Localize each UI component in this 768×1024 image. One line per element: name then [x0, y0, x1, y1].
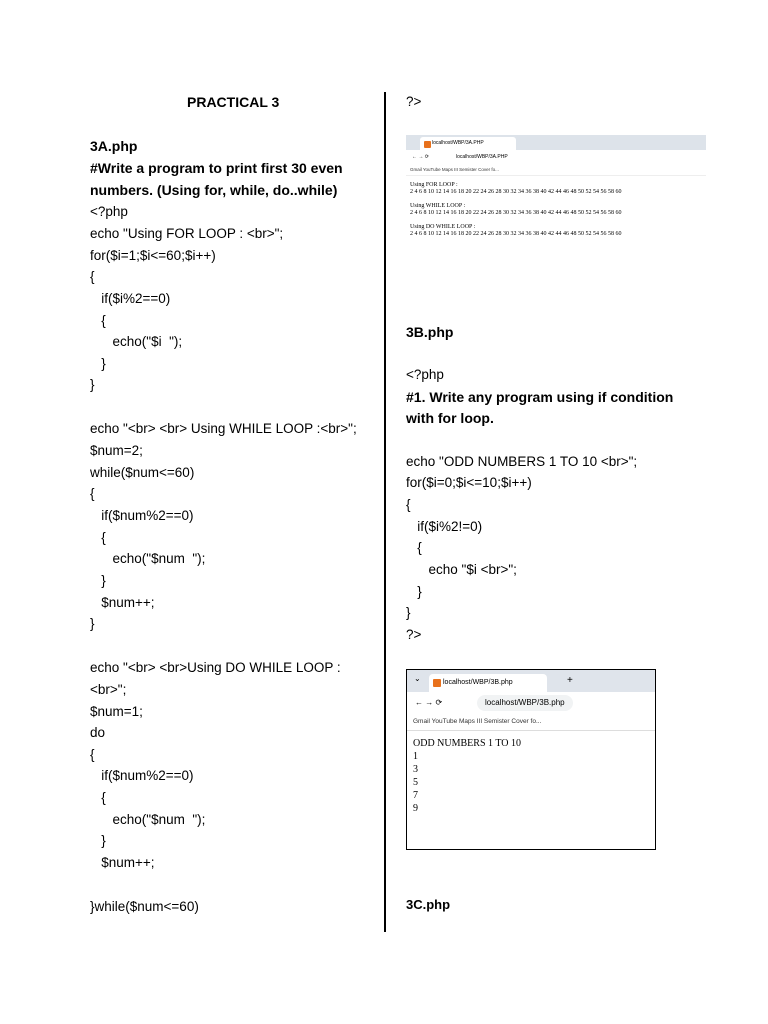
code-line: ?> [406, 627, 422, 642]
nav-icons: ← → ⟳ [415, 698, 443, 707]
code-line: { [90, 313, 106, 328]
code-line: } [406, 605, 411, 620]
code-line: echo("$num "); [90, 812, 206, 827]
code-line: } [90, 833, 106, 848]
code-line: } [90, 377, 95, 392]
page-output: ODD NUMBERS 1 TO 10 1 3 5 7 9 [413, 738, 521, 814]
code-line: if($num%2==0) [90, 508, 194, 523]
browser-tab [429, 674, 547, 692]
url-text: localhost/WBP/3A.PHP [456, 154, 508, 160]
new-tab-icon: + [567, 675, 573, 686]
heading-3b: 3B.php [406, 324, 454, 340]
code-line: if($num%2==0) [90, 768, 194, 783]
url-text: localhost/WBP/3B.php [477, 695, 573, 711]
code-line: echo("$num "); [90, 551, 206, 566]
page-title: PRACTICAL 3 [187, 94, 280, 110]
nav-icons: ← → ⟳ [412, 154, 429, 160]
code-line: { [90, 269, 95, 284]
chevron-down-icon: ⌄ [414, 674, 421, 683]
code-line: { [90, 747, 95, 762]
browser-tab [420, 137, 516, 150]
code-line: if($i%2==0) [90, 291, 171, 306]
code-line: $num=2; [90, 443, 143, 458]
browser-tabbar [406, 135, 706, 150]
bookmarks-bar: Gmail YouTube Maps III Semister Cover fo... [407, 714, 655, 731]
code-line: } [90, 356, 106, 371]
code-line: { [90, 530, 106, 545]
task-line: with for loop. [406, 410, 494, 426]
code-line: echo "$i <br>"; [406, 562, 517, 577]
tab-title: localhost/WBP/3A.PHP [432, 140, 484, 146]
page-output: Using FOR LOOP : 2 4 6 8 10 12 14 16 18 20 22 24 26 28 30 32 34 36 38 40 42 44 46 48 50 52 54 56 58 60 Using WHILE LOOP : 2 4 6 8 10 12 14 16 18 20 22 24 26 28 30 32 34 36 38 40 42 44 46 48 50 52 54 56 58 60 Using DO WHILE LOOP : 2 4 6 8 10 12 14 16 18 20 22 24 26 28 30 32 34 36 38 40 42 44 46 48 50 52 54 56 58 60 [410, 182, 622, 237]
code-line: do [90, 725, 106, 740]
favicon-icon [424, 141, 431, 148]
code-line: echo "<br> <br>Using DO WHILE LOOP : [90, 660, 341, 675]
code-line: { [90, 790, 106, 805]
code-line: }while($num<=60) [90, 899, 199, 914]
browser-screenshot-3a [406, 135, 706, 295]
code-line: $num=1; [90, 704, 143, 719]
heading-3a: 3A.php [90, 138, 138, 154]
code-line: <?php [90, 204, 128, 219]
code-line: for($i=1;$i<=60;$i++) [90, 248, 216, 263]
code-line: while($num<=60) [90, 465, 195, 480]
address-bar [406, 150, 706, 164]
code-line: } [90, 573, 106, 588]
code-line: for($i=0;$i<=10;$i++) [406, 475, 532, 490]
code-line: $num++; [90, 595, 155, 610]
code-line: ?> [406, 94, 422, 109]
code-line: <?php [406, 367, 444, 382]
browser-tabbar [407, 670, 655, 692]
code-line: echo "ODD NUMBERS 1 TO 10 <br>"; [406, 454, 638, 469]
address-bar [407, 692, 655, 714]
code-line: } [406, 584, 422, 599]
favicon-icon [433, 679, 441, 687]
tab-title: localhost/WBP/3B.php [443, 679, 513, 686]
task-line: numbers. (Using for, while, do..while) [90, 182, 338, 198]
code-line: $num++; [90, 855, 155, 870]
task-line: #1. Write any program using if condition [406, 389, 674, 405]
code-line: { [406, 497, 411, 512]
browser-screenshot-3b [406, 669, 656, 850]
code-line: } [90, 616, 95, 631]
code-line: <br>"; [90, 682, 127, 697]
code-line: echo("$i "); [90, 334, 183, 349]
code-line: { [406, 540, 422, 555]
code-line: echo "<br> <br> Using WHILE LOOP :<br>"; [90, 421, 357, 436]
column-divider [384, 92, 386, 932]
task-line: #Write a program to print first 30 even [90, 160, 343, 176]
bookmarks-bar: Gmail YouTube Maps III Semister Cover fo... [406, 164, 706, 176]
code-line: { [90, 486, 95, 501]
code-line: echo "Using FOR LOOP : <br>"; [90, 226, 284, 241]
heading-3c: 3C.php [406, 897, 451, 912]
code-line: if($i%2!=0) [406, 519, 483, 534]
